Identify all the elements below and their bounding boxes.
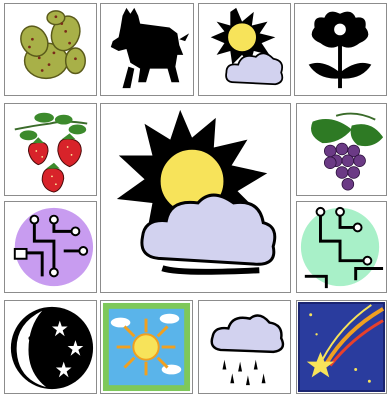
tile-crescent-moon[interactable] [4,300,97,394]
cactus-icon [5,4,96,95]
rain-cloud-icon [199,301,290,393]
tile-flower[interactable] [294,3,387,96]
tile-comet-night-sky[interactable] [296,300,387,394]
tile-circuit-green[interactable] [296,201,387,293]
grapes-icon [297,104,386,195]
comet-night-sky-icon [297,301,386,393]
tile-circuit-purple[interactable] [4,201,97,293]
strawberries-icon [5,104,96,195]
flower-icon [295,4,386,95]
tile-strawberries[interactable] [4,103,97,196]
scottish-terrier-icon [101,4,193,95]
tile-sun-sky-frame[interactable] [100,300,193,394]
tile-cactus[interactable] [4,3,97,96]
circuit-green-icon [297,202,386,292]
tile-scottish-terrier[interactable] [100,3,194,96]
crescent-moon-stars-icon [5,301,96,393]
tile-rain-cloud[interactable] [198,300,291,394]
tile-grapes[interactable] [296,103,387,196]
sun-behind-cloud-icon [199,4,290,95]
tile-sun-behind-cloud[interactable] [198,3,291,96]
sun-behind-cloud-large-icon [101,104,290,292]
sun-sky-frame-icon [101,301,192,393]
tile-sun-behind-cloud-large[interactable] [100,103,291,293]
circuit-purple-icon [5,202,96,292]
